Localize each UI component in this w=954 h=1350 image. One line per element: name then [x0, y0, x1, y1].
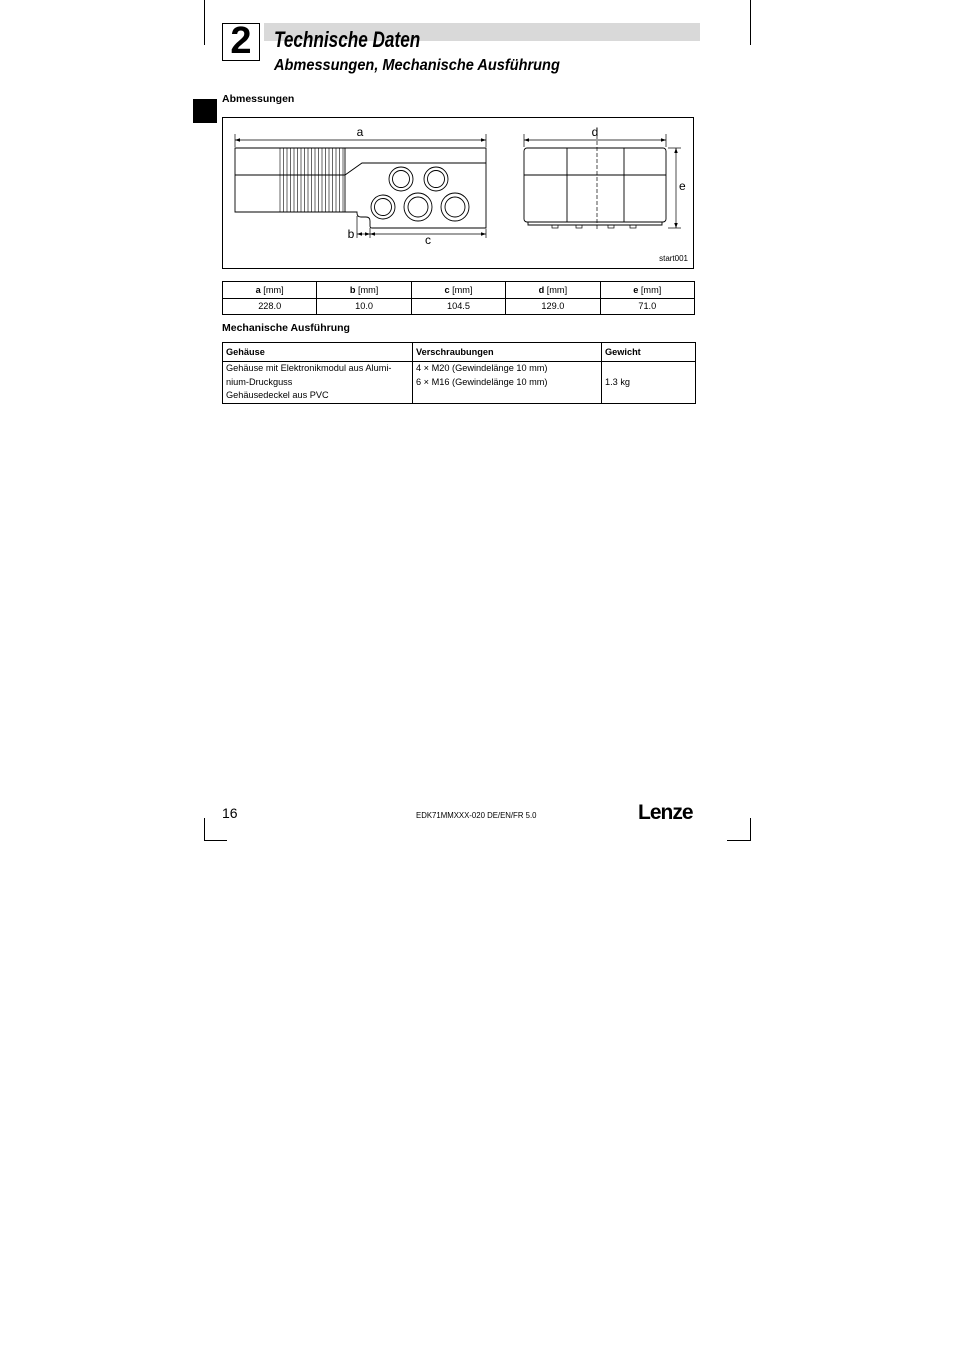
cable-gland: [371, 195, 395, 219]
header-housing: Gehäuse: [223, 343, 413, 362]
side-view-outline: [235, 148, 486, 228]
table-header-row: [223, 282, 695, 299]
cable-gland: [389, 167, 413, 191]
dimension-value-a: 228.0: [223, 299, 317, 315]
crop-mark-top-left: [204, 0, 205, 45]
dimension-header-a: [223, 282, 317, 299]
figure-id: start001: [659, 254, 688, 263]
mechanical-heading: Mechanische Ausführung: [222, 322, 350, 334]
cable-gland-line: 6 × M16 (Gewindelänge 10 mm): [416, 376, 548, 387]
header-weight: Gewicht: [602, 343, 696, 362]
dimension-drawing-svg: [222, 117, 694, 269]
section-marker: [193, 99, 217, 123]
dimension-header-label: d: [538, 284, 545, 295]
dimension-b: [357, 216, 370, 238]
dimension-header-label: e: [633, 284, 639, 295]
crop-mark-bottom-right-horizontal: [727, 840, 751, 841]
cable-gland: [424, 167, 448, 191]
cable-glands-cell: [413, 362, 602, 404]
dimension-header-b: [317, 282, 411, 299]
dimension-header-unit: [mm]: [546, 284, 568, 295]
document-id: EDK71MMXXX-020 DE/EN/FR 5.0: [416, 811, 537, 820]
dimension-header-unit: [mm]: [640, 284, 662, 295]
label-e: e: [679, 179, 686, 193]
dimension-header-unit: [mm]: [263, 284, 284, 295]
dimensions-heading: Abmessungen: [222, 93, 295, 105]
dimension-header-label: a: [255, 284, 261, 295]
page-title: Technische Daten: [274, 27, 421, 52]
end-view-outline: [524, 148, 666, 222]
crop-mark-bottom-left-vertical: [204, 818, 205, 841]
label-b: b: [347, 227, 355, 241]
dimensions-table: [222, 281, 695, 315]
header-cable-glands: Verschraubungen: [413, 343, 602, 362]
side-view-division-line: [235, 163, 486, 175]
dimension-drawing: [222, 117, 694, 269]
dimension-header-unit: [mm]: [357, 284, 379, 295]
cooling-ribs: [280, 148, 343, 212]
label-c: c: [425, 233, 431, 247]
cable-gland: [441, 193, 469, 221]
dimension-header-unit: [mm]: [452, 284, 473, 295]
dimension-value-c: 104.5: [411, 299, 505, 315]
cable-gland-line: 4 × M20 (Gewindelänge 10 mm): [416, 363, 548, 373]
dimension-header-d: [506, 282, 600, 299]
label-a: a: [356, 125, 364, 139]
mechanical-table: [222, 342, 696, 404]
dimension-header-label: b: [349, 284, 356, 295]
weight-cell: 1.3 kg: [602, 362, 696, 404]
crop-mark-bottom-right-vertical: [750, 818, 751, 841]
cable-gland: [404, 193, 432, 221]
dimension-header-c: [411, 282, 505, 299]
housing-line: Gehäuse mit Elektronikmodul aus Alumi-: [226, 363, 392, 373]
page-number: 16: [222, 805, 238, 821]
page-subtitle: Abmessungen, Mechanische Ausführung: [274, 57, 560, 74]
lenze-logo: Lenze: [638, 801, 693, 824]
housing-line: nium-Druckguss: [226, 376, 293, 387]
chapter-number: 2: [222, 23, 260, 61]
dimension-value-b: 10.0: [317, 299, 411, 315]
crop-mark-top-right: [750, 0, 751, 45]
side-view: [235, 134, 486, 238]
end-view: [524, 134, 681, 230]
table-header-row: [223, 343, 696, 362]
dimension-header-label: c: [444, 284, 450, 295]
housing-line: Gehäusedeckel aus PVC: [226, 390, 329, 400]
table-row: [223, 299, 695, 315]
dimension-header-e: [600, 282, 694, 299]
housing-cell: [223, 362, 413, 404]
table-row: [223, 362, 696, 404]
label-d: d: [591, 125, 599, 139]
crop-mark-bottom-left-horizontal: [204, 840, 227, 841]
dimension-value-d: 129.0: [506, 299, 600, 315]
dimension-value-e: 71.0: [600, 299, 694, 315]
